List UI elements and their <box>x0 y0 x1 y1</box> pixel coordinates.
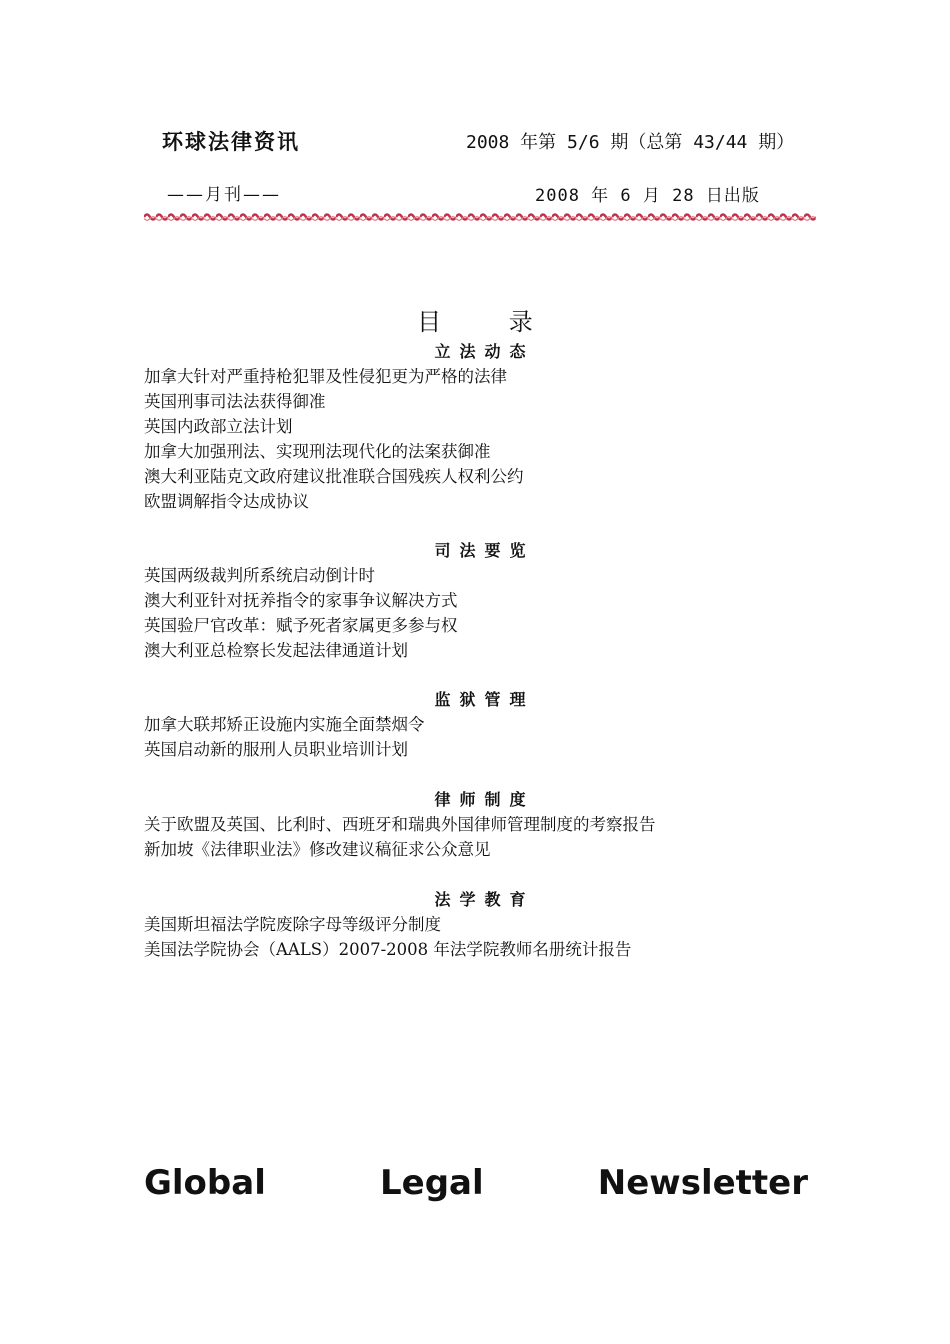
toc-item[interactable]: 英国验尸官改革：赋予死者家属更多参与权 <box>144 616 458 635</box>
footer-word: Newsletter <box>597 1163 808 1203</box>
footer-title <box>144 1163 808 1203</box>
toc-item[interactable]: 加拿大联邦矫正设施内实施全面禁烟令 <box>144 715 425 734</box>
masthead-frequency: ——月刊—— <box>167 185 281 205</box>
section-heading: 律师制度 <box>434 790 535 809</box>
toc-item[interactable]: 关于欧盟及英国、比利时、西班牙和瑞典外国律师管理制度的考察报告 <box>144 815 656 834</box>
masthead-date: 2008 年 6 月 28 日出版 <box>535 186 760 206</box>
decorative-divider <box>144 210 816 224</box>
section-heading: 监狱管理 <box>434 690 535 709</box>
footer-word: Legal <box>379 1163 484 1203</box>
masthead-title: 环球法律资讯 <box>162 130 300 154</box>
toc-item[interactable]: 英国内政部立法计划 <box>144 417 293 436</box>
section-heading: 司法要览 <box>434 541 535 560</box>
toc-item[interactable]: 新加坡《法律职业法》修改建议稿征求公众意见 <box>144 840 491 859</box>
toc-section-judiciary <box>144 539 816 663</box>
toc-item[interactable]: 英国两级裁判所系统启动倒计时 <box>144 566 375 585</box>
toc-item[interactable]: 加拿大加强刑法、实现刑法现代化的法案获御准 <box>144 442 491 461</box>
toc-item[interactable]: 加拿大针对严重持枪犯罪及性侵犯更为严格的法律 <box>144 367 507 386</box>
toc-title: 目 录 <box>417 308 563 336</box>
toc-item[interactable]: 澳大利亚总检察长发起法律通道计划 <box>144 641 408 660</box>
toc-section-legislation <box>144 340 816 514</box>
footer-word: Global <box>144 1163 266 1203</box>
section-heading: 法学教育 <box>434 890 535 909</box>
toc-section-prison <box>144 688 816 762</box>
toc-item[interactable]: 英国刑事司法法获得御准 <box>144 392 326 411</box>
toc-item[interactable]: 美国法学院协会（AALS）2007-2008 年法学院教师名册统计报告 <box>144 940 632 959</box>
toc-item[interactable]: 澳大利亚针对抚养指令的家事争议解决方式 <box>144 591 458 610</box>
toc-section-education <box>144 888 816 962</box>
toc-section-lawyers <box>144 788 816 862</box>
masthead-issue: 2008 年第 5/6 期（总第 43/44 期） <box>466 132 795 153</box>
toc-item[interactable]: 美国斯坦福法学院废除字母等级评分制度 <box>144 915 441 934</box>
toc-item[interactable]: 澳大利亚陆克文政府建议批准联合国残疾人权利公约 <box>144 467 524 486</box>
toc-item[interactable]: 英国启动新的服刑人员职业培训计划 <box>144 740 408 759</box>
toc-item[interactable]: 欧盟调解指令达成协议 <box>144 492 309 511</box>
section-heading: 立法动态 <box>434 342 535 361</box>
